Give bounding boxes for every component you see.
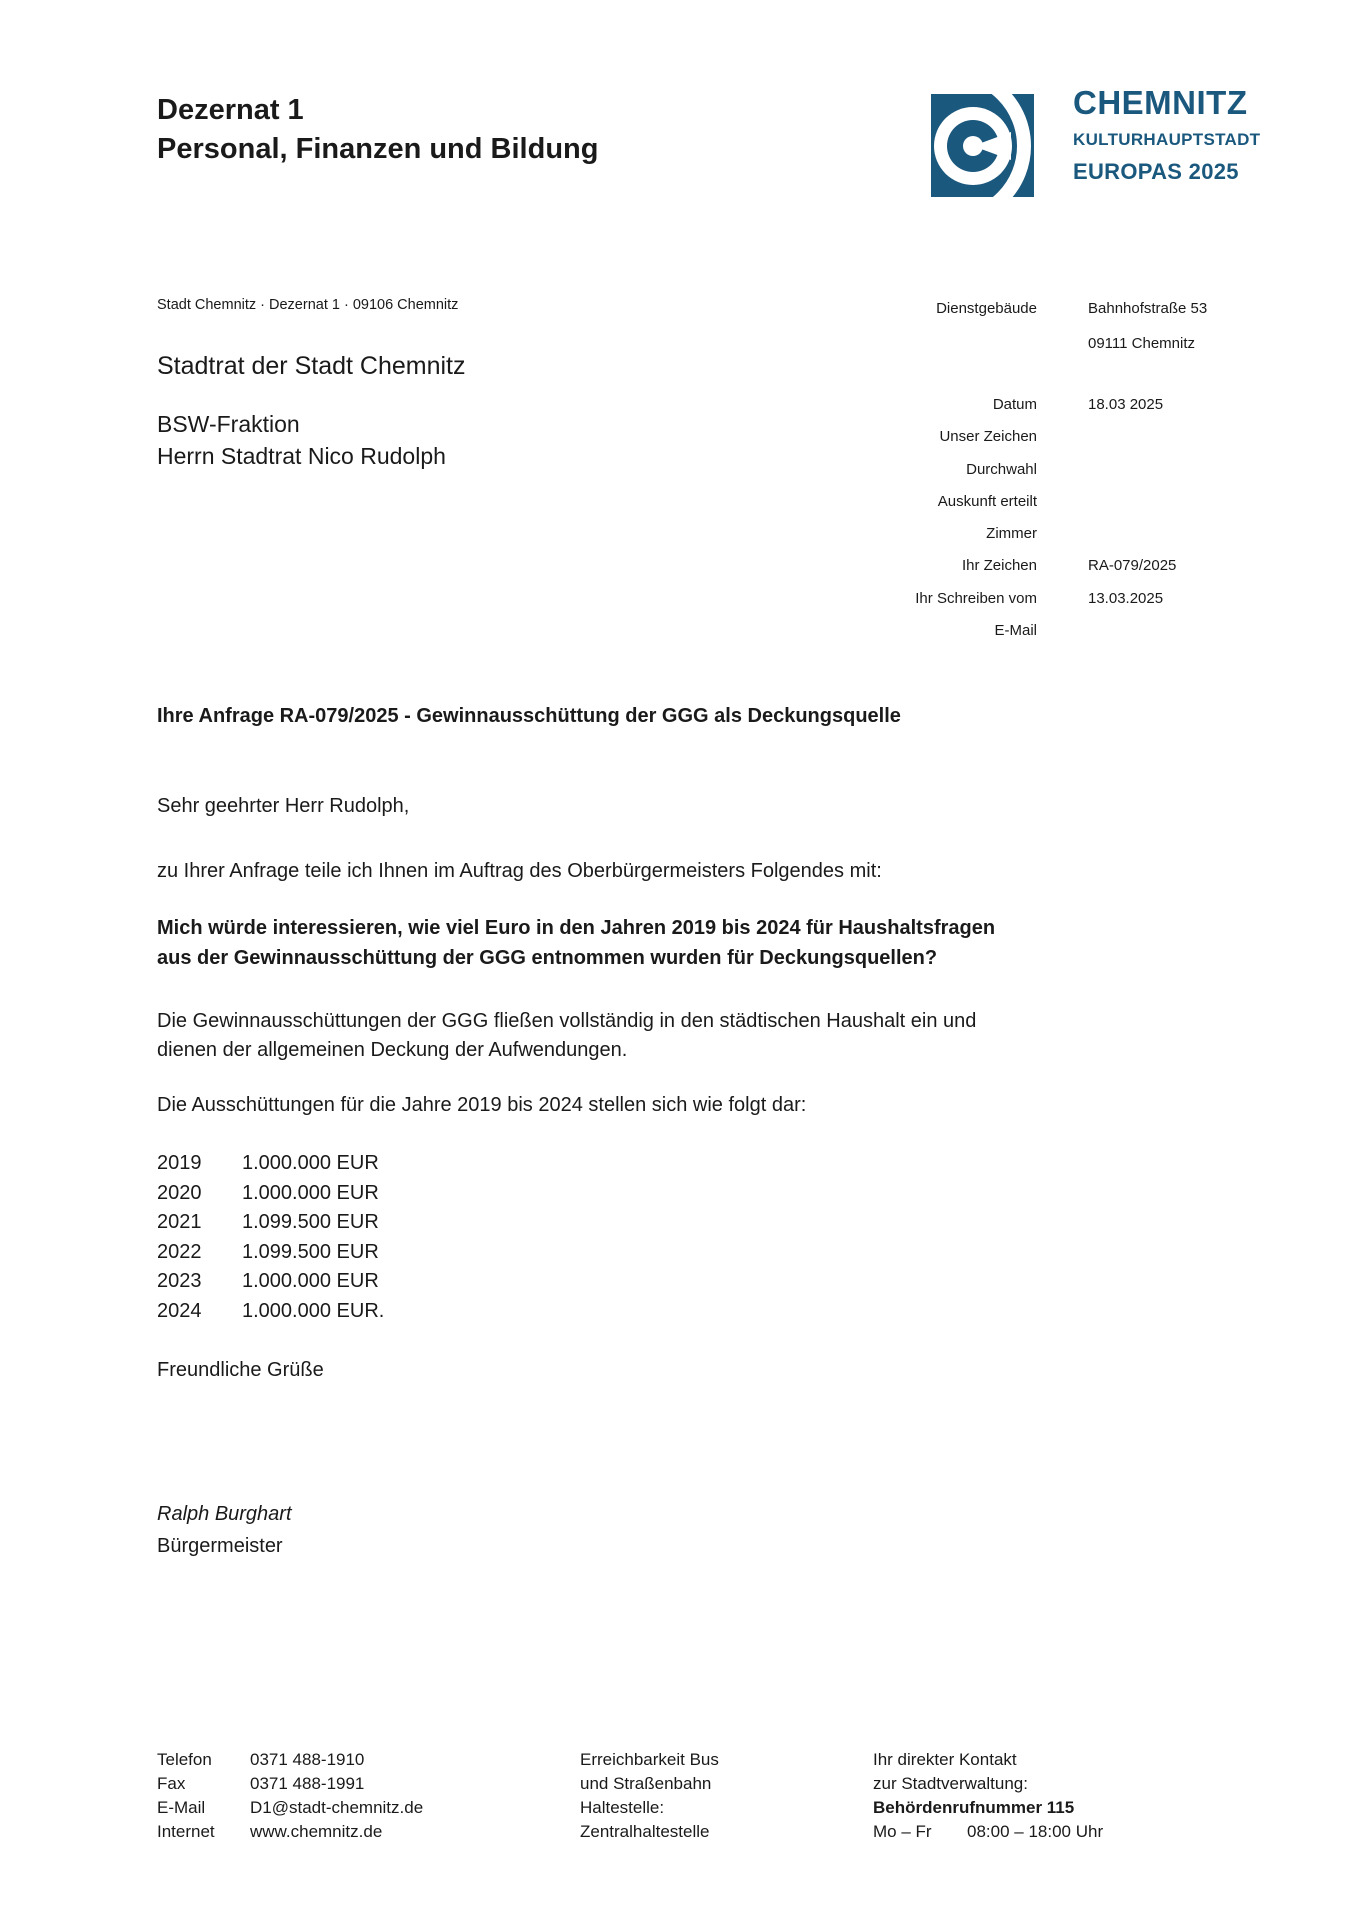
footer-row: Telefon 0371 488-1910 bbox=[157, 1750, 365, 1769]
footer-row: E-Mail D1@stadt-chemnitz.de bbox=[157, 1798, 424, 1817]
closing: Freundliche Grüße bbox=[157, 1359, 324, 1381]
footer-hours-row bbox=[873, 1820, 1103, 1844]
table-row: 2020 1.000.000 EUR bbox=[157, 1181, 379, 1204]
footer-website: www.chemnitz.de bbox=[250, 1822, 383, 1841]
question-paragraph bbox=[157, 914, 1247, 973]
answer-line: dienen der allgemeinen Deckung der Aufwendungen. bbox=[157, 1039, 628, 1061]
table-row: 2022 1.099.500 EUR bbox=[157, 1240, 379, 1263]
table-row: 2021 1.099.500 EUR bbox=[157, 1211, 379, 1234]
signature-block bbox=[157, 1498, 292, 1562]
footer-transit-line: Erreichbarkeit Bus bbox=[580, 1750, 719, 1769]
question-line: Mich würde interessieren, wie viel Euro in den Jahren 2019 bis 2024 für Haushaltsfragen bbox=[157, 917, 996, 939]
table-intro: Die Ausschüttungen für die Jahre 2019 bis 2024 stellen sich wie folgt dar: bbox=[157, 1094, 807, 1116]
info-row: Ihr Schreiben vom 13.03.2025 bbox=[915, 590, 1164, 607]
info-row: Datum 18.03 2025 bbox=[992, 396, 1164, 413]
recipient-name: Stadtrat der Stadt Chemnitz bbox=[157, 352, 466, 380]
department-line2: Personal, Finanzen und Bildung bbox=[157, 133, 599, 165]
letter-info-block bbox=[827, 0, 1247, 700]
recipient-person: Herrn Stadtrat Nico Rudolph bbox=[157, 443, 446, 469]
logo-wordmark-sub2: EUROPAS 2025 bbox=[1073, 159, 1239, 184]
table-row: 2024 1.000.000 EUR. bbox=[157, 1299, 385, 1322]
question-line: aus der Gewinnausschüttung der GGG entnommen wurden für Deckungsquellen? bbox=[157, 946, 938, 969]
answer-paragraph bbox=[157, 1007, 1247, 1065]
signature-name: Ralph Burghart bbox=[157, 1503, 292, 1525]
info-row: Unser Zeichen bbox=[939, 428, 1037, 445]
recipient-faction: BSW-Fraktion bbox=[157, 411, 300, 437]
department-header bbox=[157, 91, 598, 169]
footer-fax: 0371 488-1991 bbox=[250, 1774, 365, 1793]
footer-contact-column bbox=[157, 1748, 423, 1844]
logo-wordmark-main: CHEMNITZ bbox=[1073, 84, 1248, 121]
info-row: Durchwahl bbox=[966, 461, 1037, 478]
footer-hotline: Behördenrufnummer 115 bbox=[873, 1798, 1075, 1817]
footer-transit-column bbox=[580, 1748, 719, 1844]
info-row: Auskunft erteilt bbox=[937, 493, 1037, 510]
footer-row: Internet www.chemnitz.de bbox=[157, 1822, 383, 1841]
sender-line: Stadt Chemnitz · Dezernat 1 · 09106 Chemnitz bbox=[157, 297, 459, 313]
footer-transit-line: und Straßenbahn bbox=[580, 1774, 712, 1793]
info-row: Dienstgebäude Bahnhofstraße 53 bbox=[936, 300, 1208, 317]
info-row: 09111 Chemnitz bbox=[1088, 335, 1196, 352]
answer-line: Die Gewinnausschüttungen der GGG fließen vollständig in den städtischen Haushalt ein und bbox=[157, 1010, 977, 1032]
salutation: Sehr geehrter Herr Rudolph, bbox=[157, 795, 410, 817]
logo-wordmark-sub1: KULTURHAUPTSTADT bbox=[1073, 130, 1261, 149]
footer-direct-contact-column bbox=[873, 1748, 1103, 1844]
footer-row: Fax 0371 488-1991 bbox=[157, 1774, 365, 1793]
footer-email: D1@stadt-chemnitz.de bbox=[250, 1798, 424, 1817]
distribution-table bbox=[157, 1149, 384, 1327]
signature-title: Bürgermeister bbox=[157, 1535, 283, 1557]
footer-transit-line: Haltestelle: bbox=[580, 1798, 665, 1817]
info-row: Ihr Zeichen RA-079/2025 bbox=[961, 557, 1177, 574]
table-row: 2023 1.000.000 EUR bbox=[157, 1270, 379, 1293]
footer-direct-line: zur Stadtverwaltung: bbox=[873, 1774, 1028, 1793]
footer-direct-line: Ihr direkter Kontakt bbox=[873, 1750, 1017, 1769]
footer-transit-line: Zentralhaltestelle bbox=[580, 1822, 710, 1841]
table-row: 2019 1.000.000 EUR bbox=[157, 1152, 379, 1174]
footer-hours-days: Mo – Fr bbox=[873, 1822, 932, 1841]
footer-phone: 0371 488-1910 bbox=[250, 1750, 365, 1769]
info-row: Zimmer bbox=[986, 525, 1037, 542]
intro-paragraph: zu Ihrer Anfrage teile ich Ihnen im Auftrag des Oberbürgermeisters Folgendes mit: bbox=[157, 860, 882, 882]
footer-hours-time: 08:00 – 18:00 Uhr bbox=[967, 1822, 1104, 1841]
department-line1: Dezernat 1 bbox=[157, 94, 304, 126]
recipient-address bbox=[157, 408, 446, 472]
info-row: E-Mail bbox=[994, 622, 1037, 639]
subject-line: Ihre Anfrage RA-079/2025 - Gewinnausschüttung der GGG als Deckungsquelle bbox=[157, 705, 901, 727]
